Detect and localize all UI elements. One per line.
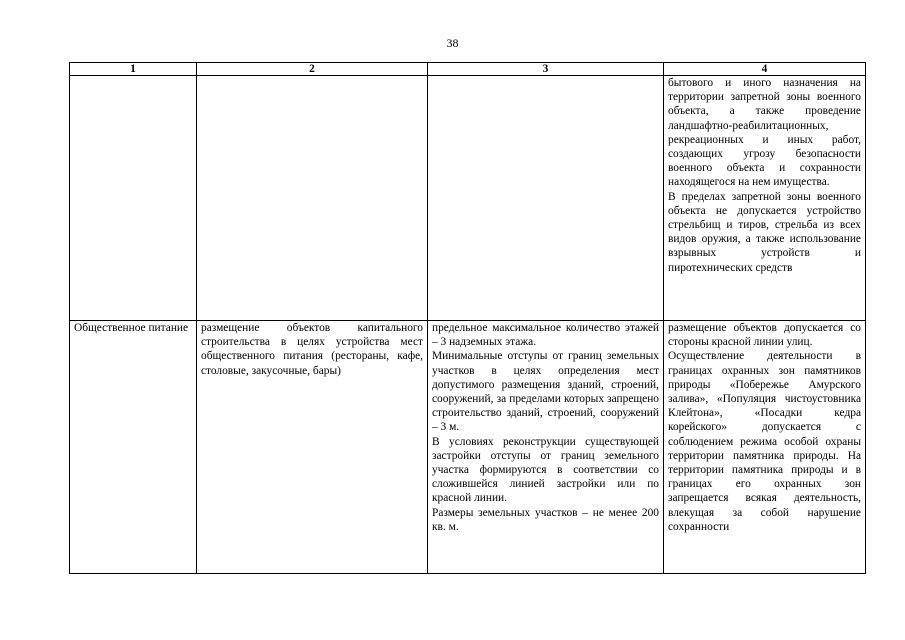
column-header-4: 4 (664, 63, 866, 76)
cell-description (197, 321, 428, 574)
cell-description-empty (197, 76, 428, 321)
cell-parameters-empty (428, 76, 664, 321)
cell-parameters (428, 321, 664, 574)
page-number: 38 (446, 36, 459, 50)
cell-restrictions (664, 321, 866, 574)
cell-restrictions-continuation (664, 76, 866, 321)
parameter-paragraph: В условиях реконструкции существующей застройки отступы от границ земельного участка формируются в соответствии со сложившейся линией застройки или по красной линии. (432, 435, 659, 505)
table-row-continuation (70, 76, 866, 321)
use-type-label: Общественное питание (74, 322, 189, 334)
parameter-paragraph: Минимальные отступы от границ земельных участков в целях определения мест допустимого размещения зданий, строений, сооружений, за пределами которых запрещено строительство зданий, строений, сооружений – 3 м. (432, 350, 659, 434)
table-row-catering (70, 321, 866, 574)
restriction-paragraph: Осуществление деятельности в границах охранных зон памятников природы «Побережье Амурского залива», «Популяция чистоустовника Клейтона», «Посадки кедра корейского» допускается с соблюдением режима особой охраны территории памятника природы. На территории памятника природы и в границах его охранных зон запрещается всякая деятельность, влекущая за собой нарушение сохранности (668, 350, 861, 533)
column-header-2: 2 (197, 63, 428, 76)
parameter-paragraph: Размеры земельных участков – не менее 200 кв. м. (432, 506, 659, 533)
cell-use-type (70, 321, 197, 574)
column-header-1: 1 (70, 63, 197, 76)
use-description: размещение объектов капитального строительства в целях устройства мест общественного питания (рестораны, кафе, столовые, закусочные, бары) (201, 322, 423, 377)
cell-use-type-empty (70, 76, 197, 321)
column-header-3: 3 (428, 63, 664, 76)
restriction-paragraph: В пределах запретной зоны военного объекта не допускается устройство стрельбищ и тиров, стрельба из всех видов оружия, а также использование взрывных устройств и пиротехнических средств (668, 190, 861, 274)
table-header-row (70, 63, 866, 76)
regulations-table (69, 62, 866, 574)
restriction-paragraph: размещение объектов допускается со стороны красной линии улиц. (668, 322, 861, 349)
restriction-paragraph: бытового и иного назначения на территории запретной зоны военного объекта, а также проведение ландшафтно-реабилитационных, рекреационных и иных работ, создающих угрозу безопасности военного объекта и сохранности находящегося на нем имущества. (668, 77, 861, 189)
parameter-paragraph: предельное максимальное количество этажей – 3 надземных этажа. (432, 322, 659, 349)
